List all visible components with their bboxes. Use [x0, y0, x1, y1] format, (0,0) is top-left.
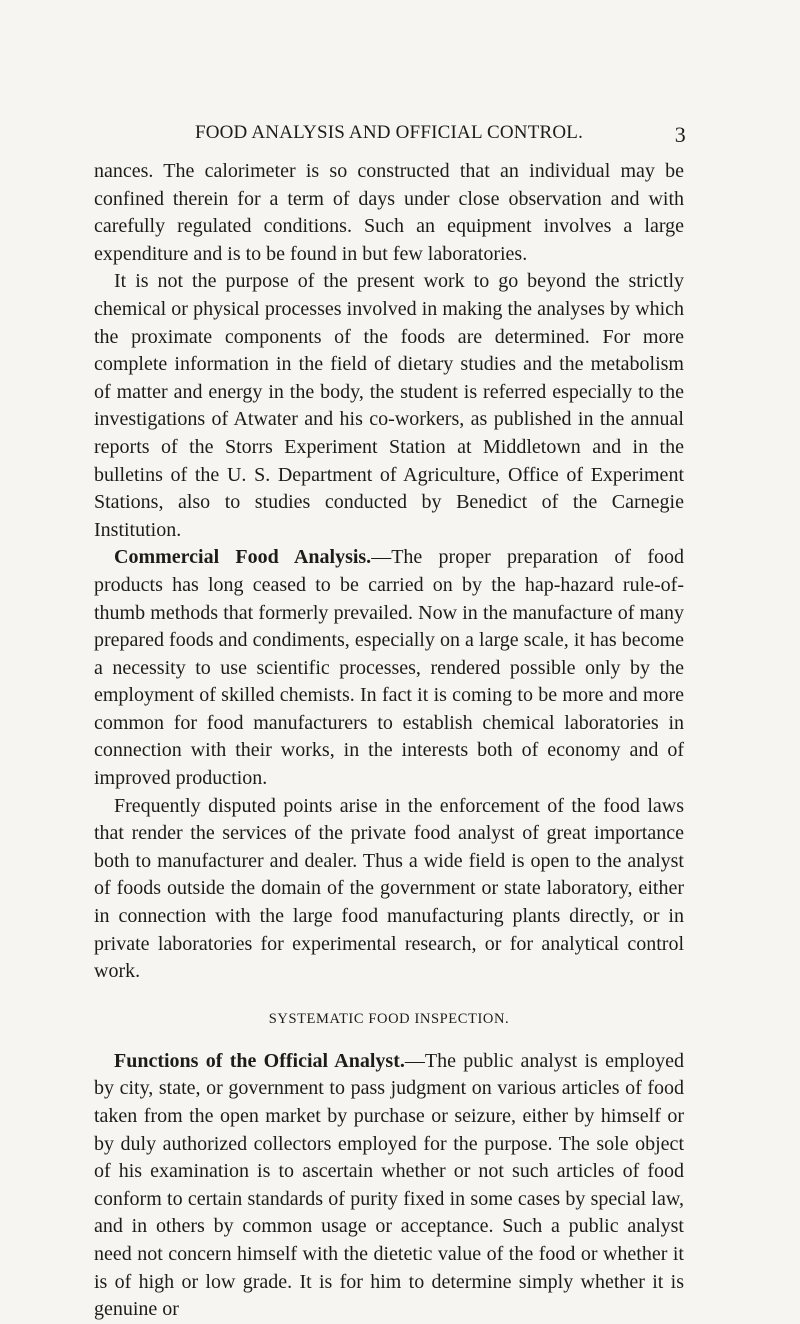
paragraph-text: —The public analyst is employed by city, state, or government to pass judgment on various articles of food taken from the open market by purchase or seizure, either by himself or by duly authorized collectors employed for the purpose. The sole object of his examination is to ascertain whether or not such articles of food conform to certain standards of purity fixed in some cases by special law, and in others by common usage or acceptance. Such a public analyst need not concern himself with the dietetic value of the food or whether it is of high or low grade. It is for him to determine simply whether it is genuine or [94, 1049, 684, 1321]
paragraph [94, 544, 684, 792]
run-in-heading: Commercial Food Analysis. [114, 546, 372, 569]
page-number: 3 [674, 122, 686, 147]
paragraph-continued: nances. The calorimeter is so constructed that an individual may be confined therein for a term of days under close observation and with carefully regulated conditions. Such an equipment involves a large expenditure and is to be found in but few laboratories. [94, 160, 684, 265]
section-heading: SYSTEMATIC FOOD INSPECTION. [268, 1010, 510, 1027]
running-head-title: FOOD ANALYSIS AND OFFICIAL CONTROL. [194, 122, 584, 143]
paragraph: It is not the purpose of the present work to go beyond the strictly chemical or physical processes involved in making the analyses by which the proximate components of the foods are determined. For more complete information in the field of dietary studies and the metabolism of matter and energy in the body, the student is referred especially to the investigations of Atwater and his co-workers, as published in the annual reports of the Storrs Experiment Station at Middletown and in the bulletins of the U. S. Department of Agriculture, Office of Experiment Stations, also to studies conducted by Benedict of the Carnegie Institution. [94, 270, 684, 541]
running-head [94, 118, 684, 158]
paragraph: Frequently disputed points arise in the enforcement of the food laws that render the services of the private food analyst of great importance both to manufacturer and dealer. Thus a wide field is open to the analyst of foods outside the domain of the government or state laboratory, either in connection with the large food manufacturing plants directly, or in private laboratories for experimental research, or for analytical control work. [94, 794, 684, 983]
body-text [94, 158, 684, 1324]
paragraph [94, 1048, 684, 1324]
book-page [94, 118, 684, 1324]
run-in-heading: Functions of the Official Analyst. [114, 1049, 405, 1072]
paragraph-text: —The proper preparation of food products has long ceased to be carried on by the hap-hazard rule-of-thumb methods that formerly prevailed. Now in the manufacture of many prepared foods and condiments, especially on a large scale, it has become a necessity to use scientific processes, rendered possible only by the employment of skilled chemists. In fact it is coming to be more and more common for food manufacturers to establish chemical laboratories in connection with their works, in the interests both of economy and of improved production. [94, 546, 684, 790]
